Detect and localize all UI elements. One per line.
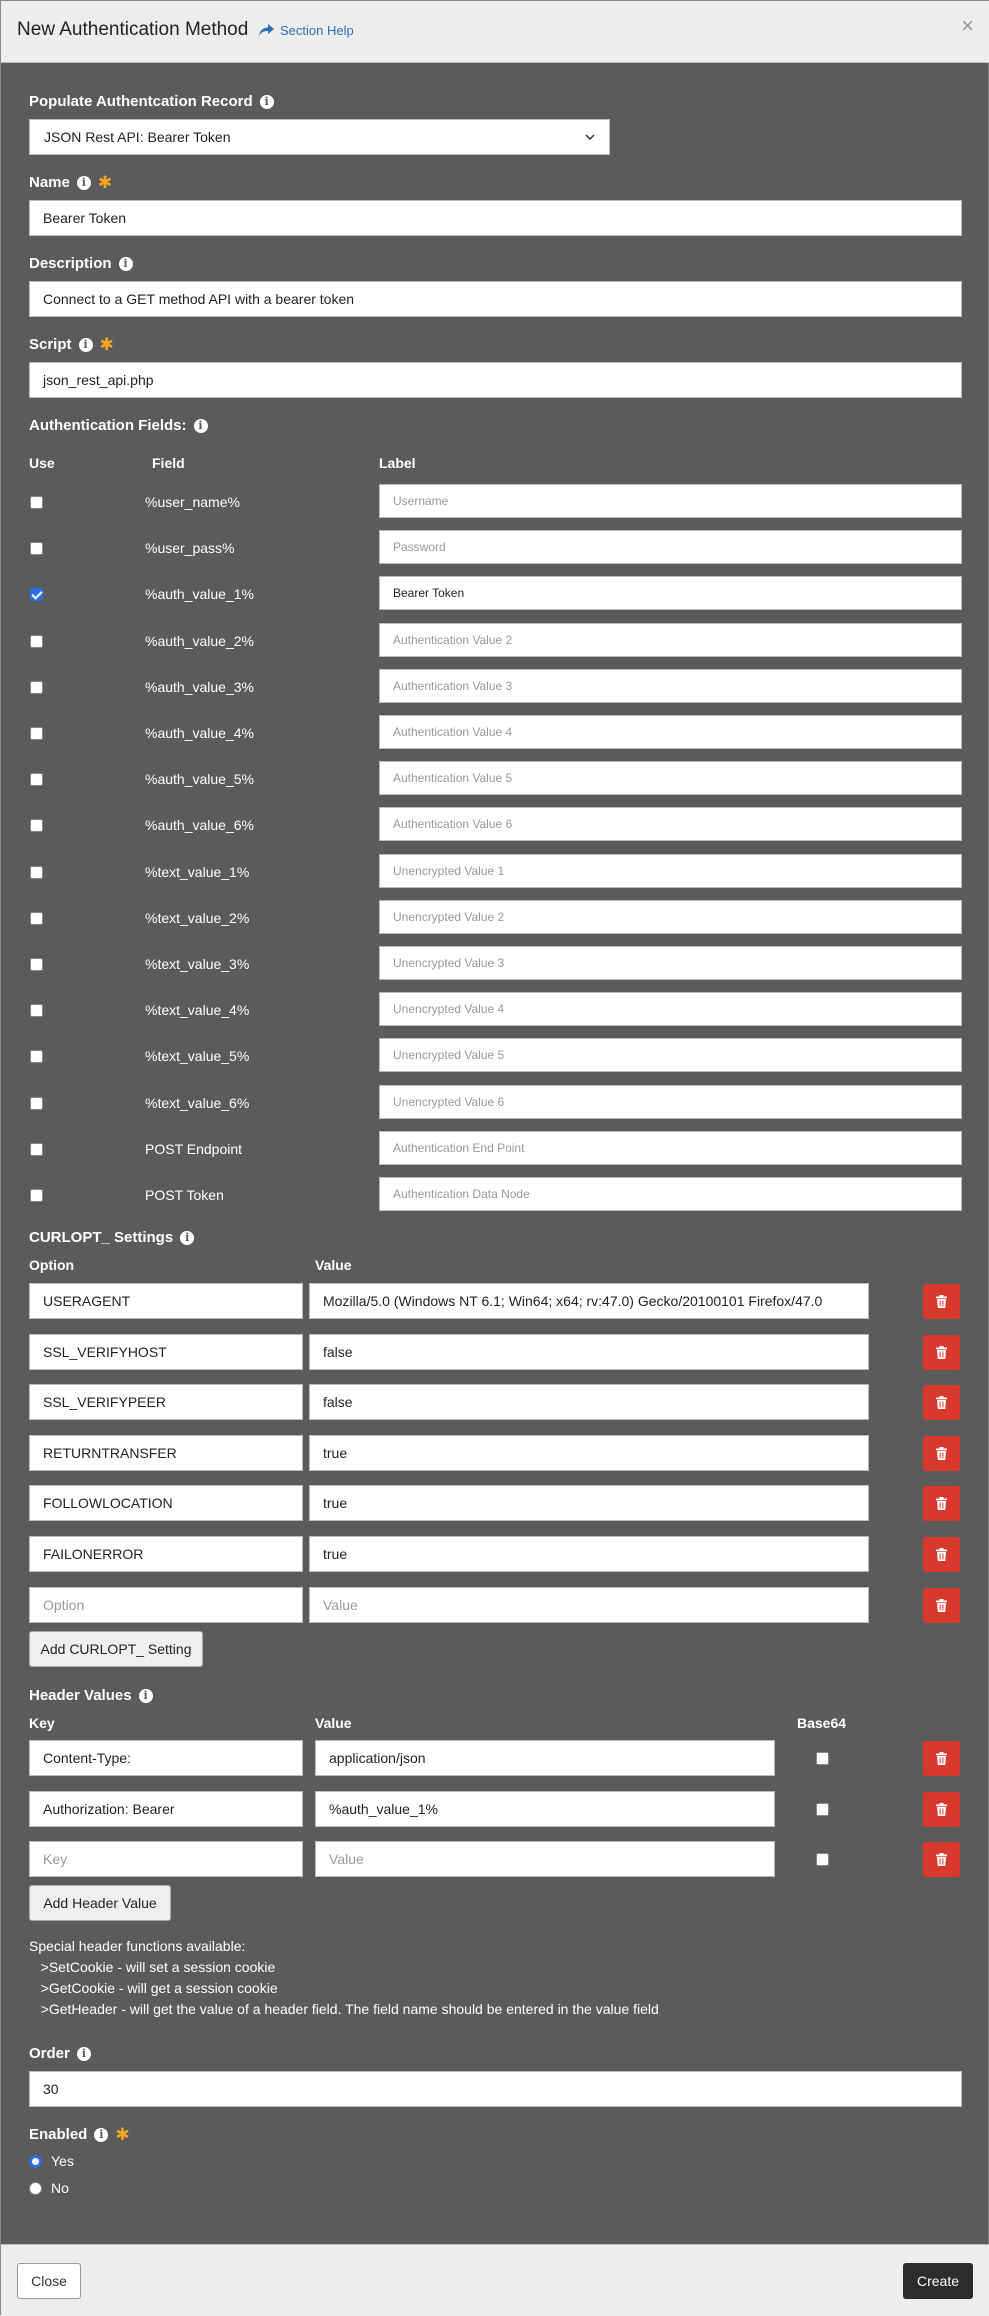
base64-checkbox[interactable] (816, 1803, 829, 1816)
name-label: Name i ✱ (29, 173, 113, 192)
info-icon: i (180, 1231, 194, 1245)
info-icon: i (139, 1689, 153, 1703)
use-checkbox[interactable] (30, 912, 43, 925)
trash-icon (936, 1346, 947, 1359)
curlopt-value-input[interactable]: Value (309, 1587, 869, 1623)
auth-field-name: %auth_value_3% (145, 678, 254, 695)
use-checkbox[interactable] (30, 542, 43, 555)
curlopt-option-input[interactable]: RETURNTRANSFER (29, 1435, 303, 1471)
auth-field-name: %text_value_6% (145, 1094, 250, 1111)
enabled-yes-radio[interactable] (29, 2155, 42, 2168)
use-checkbox[interactable] (30, 727, 43, 740)
use-checkbox[interactable] (30, 819, 43, 832)
auth-label-input[interactable]: Unencrypted Value 4 (379, 992, 962, 1026)
base64-checkbox[interactable] (816, 1752, 829, 1765)
delete-header-button[interactable] (923, 1842, 960, 1877)
order-label: Order i (29, 2045, 91, 2062)
modal-footer (1, 2244, 989, 2316)
use-checkbox[interactable] (30, 1050, 43, 1063)
header-key-input[interactable]: Authorization: Bearer (29, 1791, 303, 1827)
base64-checkbox[interactable] (816, 1853, 829, 1866)
curlopt-option-input[interactable]: USERAGENT (29, 1283, 303, 1319)
auth-field-name: %text_value_5% (145, 1048, 250, 1065)
required-icon: ✱ (97, 173, 113, 192)
auth-label-input[interactable]: Authentication Value 3 (379, 669, 962, 703)
col-key: Key (29, 1715, 55, 1731)
auth-label-input[interactable]: Authentication Value 2 (379, 623, 962, 657)
col-field: Field (152, 455, 185, 471)
col-header-value: Value (315, 1715, 352, 1731)
use-checkbox[interactable] (30, 681, 43, 694)
modal-header (1, 1, 989, 63)
order-input[interactable]: 30 (29, 2071, 962, 2107)
auth-label-input[interactable]: Authentication Value 5 (379, 761, 962, 795)
info-icon: i (94, 2128, 108, 2142)
use-checkbox[interactable] (30, 635, 43, 648)
auth-label-input[interactable]: Bearer Token (379, 576, 962, 610)
trash-icon (936, 1295, 947, 1308)
auth-field-name: POST Endpoint (145, 1140, 243, 1157)
add-header-button[interactable]: Add Header Value (29, 1885, 171, 1921)
description-label: Description i (29, 255, 133, 272)
use-checkbox[interactable] (30, 1143, 43, 1156)
info-icon: i (77, 176, 91, 190)
curlopt-value-input[interactable]: false (309, 1384, 869, 1420)
curlopt-option-input[interactable]: SSL_VERIFYPEER (29, 1384, 303, 1420)
create-button[interactable]: Create (903, 2263, 973, 2299)
enabled-yes-label: Yes (51, 2153, 74, 2169)
curlopt-value-input[interactable]: true (309, 1485, 869, 1521)
delete-header-button[interactable] (923, 1792, 960, 1827)
name-input[interactable]: Bearer Token (29, 200, 962, 236)
auth-field-name: %auth_value_6% (145, 817, 254, 834)
trash-icon (936, 1803, 947, 1816)
use-checkbox[interactable] (30, 496, 43, 509)
delete-curlopt-button[interactable] (923, 1486, 960, 1521)
auth-label-input[interactable]: Unencrypted Value 3 (379, 946, 962, 980)
enabled-no-label: No (51, 2180, 69, 2196)
curlopt-option-input[interactable]: FOLLOWLOCATION (29, 1485, 303, 1521)
share-arrow-icon (259, 24, 274, 37)
trash-icon (936, 1447, 947, 1460)
enabled-label: Enabled i ✱ (29, 2125, 130, 2144)
trash-icon (936, 1752, 947, 1765)
delete-curlopt-button[interactable] (923, 1335, 960, 1370)
header-values-label: Header Values i (29, 1687, 153, 1704)
info-icon: i (119, 257, 133, 271)
auth-field-name: %user_name% (145, 494, 240, 510)
modal-title: New Authentication Method (17, 19, 249, 40)
chevron-down-icon (585, 134, 595, 140)
enabled-no-radio[interactable] (29, 2182, 42, 2195)
delete-header-button[interactable] (923, 1741, 960, 1776)
curlopt-value-input[interactable]: true (309, 1435, 869, 1471)
auth-label-input[interactable]: Unencrypted Value 2 (379, 900, 962, 934)
col-value: Value (315, 1257, 352, 1273)
trash-icon (936, 1599, 947, 1612)
add-curlopt-button[interactable]: Add CURLOPT_ Setting (29, 1631, 203, 1667)
auth-field-name: %auth_value_5% (145, 771, 254, 788)
auth-label-input[interactable]: Unencrypted Value 5 (379, 1038, 962, 1072)
curlopt-value-input[interactable]: true (309, 1536, 869, 1572)
use-checkbox[interactable] (30, 958, 43, 971)
curlopt-option-input[interactable]: FAILONERROR (29, 1536, 303, 1572)
auth-field-name: %text_value_2% (145, 909, 250, 926)
trash-icon (936, 1853, 947, 1866)
delete-curlopt-button[interactable] (923, 1284, 960, 1319)
delete-curlopt-button[interactable] (923, 1385, 960, 1420)
auth-field-name: %text_value_4% (145, 1002, 250, 1019)
delete-curlopt-button[interactable] (923, 1537, 960, 1572)
auth-field-name: %auth_value_4% (145, 725, 254, 741)
required-icon: ✱ (99, 335, 114, 354)
required-icon: ✱ (115, 2125, 130, 2144)
auth-field-name: %text_value_1% (145, 863, 250, 880)
trash-icon (936, 1548, 947, 1561)
curlopt-label: CURLOPT_ Settings i (29, 1229, 194, 1246)
auth-fields-label: Authentication Fields: i (29, 417, 208, 434)
header-key-input[interactable]: Key (29, 1841, 303, 1877)
description-input[interactable]: Connect to a GET method API with a bearer token (29, 281, 962, 317)
close-button[interactable]: Close (17, 2263, 81, 2299)
header-value-input[interactable]: %auth_value_1% (315, 1791, 775, 1827)
curlopt-option-input[interactable]: Option (29, 1587, 303, 1623)
col-label: Label (379, 455, 416, 471)
header-value-input[interactable]: application/json (315, 1740, 775, 1776)
auth-label-input[interactable]: Password (379, 530, 962, 564)
auth-label-input[interactable]: Authentication Value 6 (379, 807, 962, 841)
col-base64: Base64 (797, 1715, 847, 1731)
close-icon[interactable]: × (961, 13, 974, 38)
use-checkbox[interactable] (30, 773, 43, 786)
use-checkbox[interactable] (30, 588, 43, 601)
auth-field-name: %auth_value_2% (145, 632, 254, 649)
curlopt-option-input[interactable]: SSL_VERIFYHOST (29, 1334, 303, 1370)
script-label: Script i ✱ (29, 335, 114, 354)
auth-label-input[interactable]: Unencrypted Value 6 (379, 1085, 962, 1119)
info-icon: i (194, 419, 208, 433)
auth-label-input[interactable]: Authentication Value 4 (379, 715, 962, 749)
auth-field-name: %auth_value_1% (145, 586, 254, 603)
auth-label-input[interactable]: Unencrypted Value 1 (379, 854, 962, 888)
col-option: Option (29, 1257, 75, 1273)
delete-curlopt-button[interactable] (923, 1436, 960, 1471)
delete-curlopt-button[interactable] (923, 1588, 960, 1623)
header-key-input[interactable]: Content-Type: (29, 1740, 303, 1776)
auth-label-input[interactable]: Username (379, 484, 962, 518)
use-checkbox[interactable] (30, 1004, 43, 1017)
auth-label-input[interactable]: Authentication End Point (379, 1131, 962, 1165)
auth-field-name: POST Token (145, 1187, 224, 1203)
use-checkbox[interactable] (30, 866, 43, 879)
header-value-input[interactable]: Value (315, 1841, 775, 1877)
populate-selected-value: JSON Rest API: Bearer Token (44, 129, 231, 145)
curlopt-value-input[interactable]: false (309, 1334, 869, 1370)
auth-field-name: %text_value_3% (145, 956, 250, 972)
script-input[interactable]: json_rest_api.php (29, 362, 962, 398)
section-help-link[interactable] (259, 23, 354, 38)
section-help-label: Section Help (280, 23, 354, 38)
info-icon: i (260, 95, 274, 109)
trash-icon (936, 1497, 947, 1510)
auth-label-input[interactable]: Authentication Data Node (379, 1177, 962, 1211)
curlopt-value-input[interactable]: Mozilla/5.0 (Windows NT 6.1; Win64; x64; rv:47.0) Gecko/20100101 Firefox/47.0 (309, 1283, 869, 1319)
populate-select[interactable] (29, 119, 610, 155)
auth-field-name: %user_pass% (145, 540, 235, 557)
col-use: Use (29, 455, 55, 471)
populate-label: Populate Authentcation Record i (29, 93, 274, 110)
use-checkbox[interactable] (30, 1097, 43, 1110)
use-checkbox[interactable] (30, 1189, 43, 1202)
special-functions-note: Special header functions available: >SetCookie - will set a session cookie >GetCookie - will get a session cookie >GetHeader - will get the value of a header field. The field name should be entered in the value field (29, 1938, 659, 2017)
info-icon: i (77, 2047, 91, 2061)
trash-icon (936, 1396, 947, 1409)
info-icon: i (79, 338, 93, 352)
